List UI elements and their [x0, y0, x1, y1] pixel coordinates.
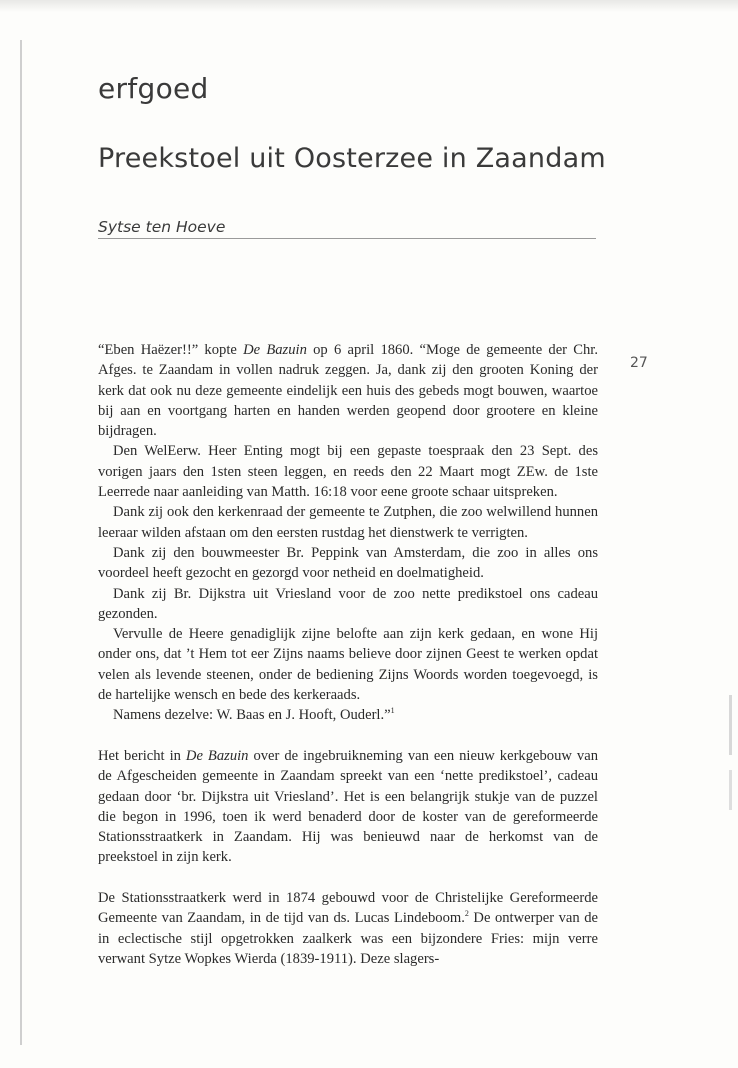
- quote-paragraph: “Eben Haëzer!!” kopte De Bazuin op 6 april 1860. “Moge de gemeente der Chr. Afges. te Zaandam in vollen nadruk zeggen. Ja, dank zij den grooten Koning der kerk dat ook nu deze gemeente eindelijk een huis des gebeds mogt bouwen, waartoe bij aan en voortgang harten en handen werden geopend door grootere en kleine bijdragen.: [98, 342, 598, 440]
- article-title: Preekstoel uit Oosterzee in Zaandam: [98, 143, 606, 174]
- title-rule: [98, 238, 596, 239]
- quote-paragraph: Dank zij Br. Dijkstra uit Vriesland voor de zoo nette predikstoel ons cadeau gezonden.: [98, 585, 598, 622]
- scan-edge-mark: [729, 770, 732, 810]
- quote-paragraph: Dank zij ook den kerkenraad der gemeente te Zutphen, die zoo welwillend hunnen leeraar wilden afstaan om den eersten rustdag het dienstwerk te verrigten.: [98, 504, 598, 541]
- page-number: 27: [630, 355, 648, 371]
- scan-top-shadow: [0, 0, 738, 12]
- body-paragraph: De Stationsstraatkerk werd in 1874 gebouwd voor de Christelijke Gereformeerde Gemeente van Zaandam, in de tijd van ds. Lucas Lindeboom.$^2$ De ontwerper van de in eclectische stijl opgetrokken zaalkerk was een bijzondere Fries: mijn verre verwant Sytze Wopkes Wierda (1839-1911). Deze slagers-: [98, 890, 598, 967]
- footnote-ref[interactable]: 2: [464, 909, 469, 919]
- author-byline: Sytse ten Hoeve: [98, 218, 226, 236]
- quote-paragraph: Dank zij den bouwmeester Br. Peppink van Amsterdam, die zoo in alles ons voordeel heeft gezocht en gezorgd voor netheid en doelmatigheid.: [98, 544, 598, 582]
- section-label: erfgoed: [98, 72, 209, 105]
- quote-paragraph: Den WelEerw. Heer Enting mogt bij een gepaste toespraak den 23 Sept. des vorigen jaars den 1sten steen leggen, en reeds den 22 Maart mogt ZEw. de 1ste Leerrede naar aanleiding van Matth. 16:18 voor eene groote schaar uitspreken.: [98, 443, 598, 501]
- binding-gutter-line: [20, 40, 22, 1045]
- publication-title: De Bazuin: [243, 342, 307, 358]
- article-body: [98, 340, 598, 969]
- quote-paragraph: Vervulle de Heere genadiglijk zijne belofte aan zijn kerk gedaan, en wone Hij onder ons, dat ’t Hem tot eer Zijns naams believe door zijnen Geest te werken opdat velen als levende steenen, onder de bediening Zijns Woords worden toegevoegd, is de hartelijke wensch en bede des kerkeraads.: [98, 626, 598, 704]
- quote-signature: Namens dezelve: W. Baas en J. Hooft, Ouderl.”$^1$: [113, 706, 395, 724]
- scan-edge-mark: [729, 695, 732, 755]
- publication-title: De Bazuin: [185, 747, 249, 764]
- footnote-ref[interactable]: 1: [390, 706, 395, 716]
- body-paragraph: Het bericht in De Bazuin over de ingebruikneming van een nieuw kerkgebouw van de Afgescheiden gemeente in Zaandam spreekt van een ‘nette predikstoel’, cadeau gedaan door ‘br. Dijkstra uit Vriesland’. Het is een belangrijk stukje van de puzzel die begon in 1996, toen ik werd benaderd door de koster van de gereformeerde Stationsstraatkerk in Zaandam. Hij was benieuwd naar de herkomst van de preekstoel in zijn kerk.: [98, 747, 598, 866]
